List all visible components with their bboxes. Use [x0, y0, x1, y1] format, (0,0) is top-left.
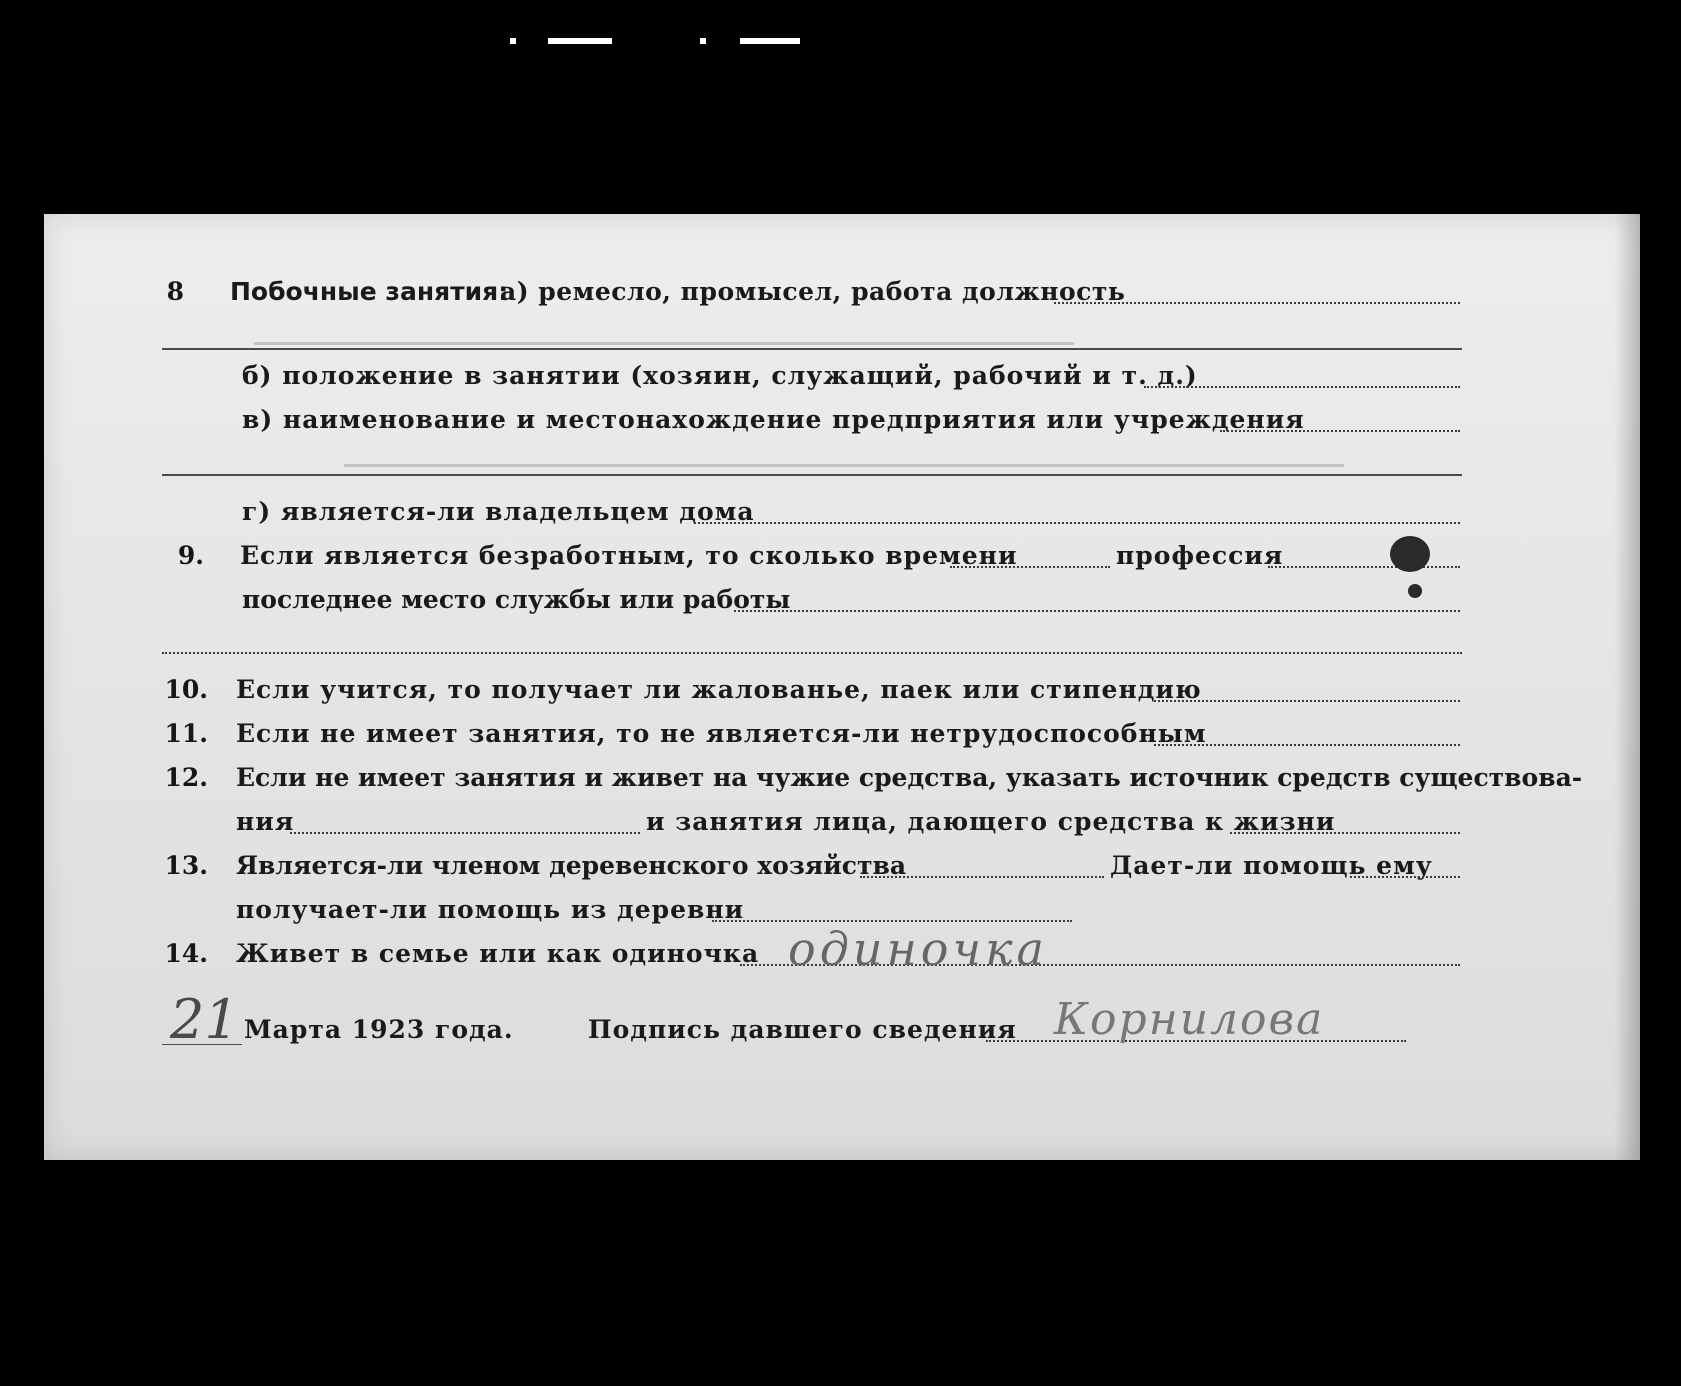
q13-line1a: Является-ли членом деревенского хозяйства — [236, 851, 907, 880]
q12-occupation-field — [1230, 832, 1460, 834]
q9-profession-field — [1268, 566, 1460, 568]
q13-help-field — [1350, 876, 1460, 878]
q8-b-label: б) положение в занятии (хозяин, служащий, рабочий и т. д.) — [242, 361, 1198, 390]
q10-number: 10. — [164, 675, 208, 704]
q11-text: Если не имеет занятия, то не является-ли нетрудоспособным — [236, 719, 1207, 748]
q14-number: 14. — [164, 939, 208, 968]
q12-line1: Если не имеет занятия и живет на чужие средства, указать источник средств существова- — [236, 763, 1583, 792]
q8-g-label: г) является-ли владельцем дома — [242, 497, 755, 526]
date-text: Марта 1923 года. — [244, 1015, 514, 1044]
q13-line1b: Дает-ли помощь ему — [1110, 851, 1433, 880]
q10-field — [1154, 700, 1460, 702]
q13-number: 13. — [164, 851, 208, 880]
q10-row — [44, 670, 1640, 710]
date-day-line — [162, 1044, 242, 1045]
q13-member-field — [860, 876, 1104, 878]
ink-blot — [1390, 536, 1430, 572]
q12-line2a: ния — [236, 807, 295, 836]
q8-v-label: в) наименование и местонахождение предприятия или учреждения — [242, 405, 1305, 434]
q12-row-1 — [44, 758, 1640, 798]
q9-profession-label: профессия — [1116, 541, 1284, 570]
q13-line2: получает-ли помощь из деревни — [236, 895, 745, 924]
q10-text: Если учится, то получает ли жалованье, паек или стипендию — [236, 675, 1202, 704]
faint-line — [254, 342, 1074, 345]
q8-number: 8 — [166, 277, 184, 306]
q8-a-continuation-line — [162, 348, 1462, 350]
q8-row-b — [44, 356, 1640, 396]
q11-field — [1154, 744, 1460, 746]
q8-a-label: а) ремесло, промысел, работа должность — [500, 277, 1126, 306]
q13-row-1 — [44, 846, 1640, 886]
q8-g-field — [694, 522, 1460, 524]
q11-row — [44, 714, 1640, 754]
q9-number: 9. — [177, 541, 204, 570]
q14-handwritten-answer: одиночка — [788, 922, 1048, 976]
ink-blot-small — [1408, 584, 1422, 598]
q8-a-field — [1054, 302, 1460, 304]
faint-line — [344, 464, 1344, 467]
q12-number: 12. — [164, 763, 208, 792]
date-day-handwritten: 21 — [170, 988, 239, 1051]
q8-v-field — [1220, 430, 1460, 432]
q9-time-field — [950, 566, 1110, 568]
q9-line1: Если является безработным, то сколько времени — [240, 541, 1018, 570]
q12-source-field — [290, 832, 640, 834]
q14-text: Живет в семье или как одиночка — [236, 939, 760, 968]
q14-row — [44, 922, 1640, 976]
signature-handwritten: Корниловa — [1054, 994, 1325, 1045]
q8-b-field — [1144, 386, 1460, 388]
q8-row-a — [44, 272, 1640, 312]
q8-v-continuation-line — [162, 474, 1462, 476]
signature-label: Подпись давшего сведения — [588, 1015, 1017, 1044]
q12-line2b: и занятия лица, дающего средства к жизни — [646, 807, 1336, 836]
q8-row-g — [44, 492, 1640, 532]
q8-row-v — [44, 400, 1640, 440]
q9-lastjob-field — [734, 610, 1460, 612]
q12-row-2 — [44, 802, 1640, 842]
questionnaire-card — [44, 214, 1640, 1160]
top-scan-marks — [500, 30, 820, 50]
q9-continuation-line — [162, 652, 1462, 654]
q11-number: 11. — [164, 719, 208, 748]
q9-line2: последнее место службы или работы — [242, 585, 791, 614]
q8-title: Побочные занятия: — [230, 277, 509, 306]
footer-row — [44, 988, 1640, 1051]
q9-row-2 — [44, 580, 1640, 620]
